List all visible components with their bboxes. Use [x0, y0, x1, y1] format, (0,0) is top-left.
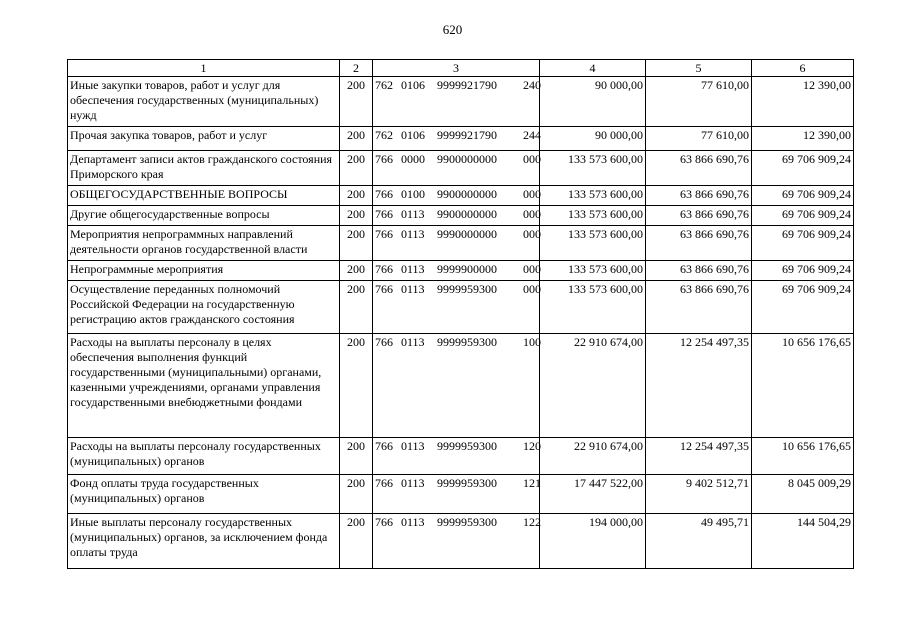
grbs-code: 766	[375, 476, 393, 490]
header-col-3: 3	[373, 60, 540, 77]
expense-type-code: 100	[523, 335, 541, 349]
row-amount-approved: 22 910 674,00	[540, 438, 646, 475]
grbs-code: 766	[375, 262, 393, 276]
section-code: 0113	[401, 282, 425, 296]
section-code: 0106	[401, 128, 425, 142]
expense-type-code: 240	[523, 78, 541, 92]
row-amount-executed: 77 610,00	[646, 127, 752, 151]
row-amount-executed: 49 495,71	[646, 514, 752, 569]
row-code-200: 200	[340, 206, 373, 226]
table-row	[68, 77, 854, 127]
table-row	[68, 186, 854, 206]
expense-type-code: 000	[523, 282, 541, 296]
header-col-2: 2	[340, 60, 373, 77]
row-amount-executed: 9 402 512,71	[646, 475, 752, 514]
row-classification-code	[373, 514, 540, 569]
section-code: 0106	[401, 78, 425, 92]
row-amount-remaining: 144 504,29	[752, 514, 854, 569]
row-name: ОБЩЕГОСУДАРСТВЕННЫЕ ВОПРОСЫ	[68, 186, 340, 206]
expense-type-code: 121	[523, 476, 541, 490]
target-article-code: 9999959300	[437, 335, 497, 349]
row-amount-approved: 133 573 600,00	[540, 186, 646, 206]
row-classification-code	[373, 206, 540, 226]
table-row	[68, 226, 854, 261]
row-amount-remaining: 10 656 176,65	[752, 334, 854, 438]
table-row	[68, 475, 854, 514]
expense-type-code: 244	[523, 128, 541, 142]
row-amount-remaining: 12 390,00	[752, 77, 854, 127]
row-classification-code	[373, 334, 540, 438]
grbs-code: 766	[375, 207, 393, 221]
target-article-code: 9999900000	[437, 262, 497, 276]
row-amount-executed: 63 866 690,76	[646, 151, 752, 186]
row-classification-code	[373, 77, 540, 127]
row-amount-executed: 63 866 690,76	[646, 261, 752, 281]
row-amount-executed: 63 866 690,76	[646, 206, 752, 226]
row-amount-approved: 133 573 600,00	[540, 261, 646, 281]
section-code: 0000	[401, 152, 425, 166]
section-code: 0100	[401, 187, 425, 201]
row-classification-code	[373, 438, 540, 475]
grbs-code: 762	[375, 78, 393, 92]
header-col-5: 5	[646, 60, 752, 77]
table-row	[68, 438, 854, 475]
row-classification-code	[373, 151, 540, 186]
row-amount-executed: 12 254 497,35	[646, 438, 752, 475]
row-code-200: 200	[340, 475, 373, 514]
section-code: 0113	[401, 262, 425, 276]
target-article-code: 9999959300	[437, 476, 497, 490]
table-row	[68, 261, 854, 281]
row-amount-remaining: 69 706 909,24	[752, 261, 854, 281]
row-amount-approved: 90 000,00	[540, 77, 646, 127]
table-row	[68, 151, 854, 186]
row-amount-remaining: 69 706 909,24	[752, 151, 854, 186]
header-col-4: 4	[540, 60, 646, 77]
target-article-code: 9900000000	[437, 152, 497, 166]
row-amount-approved: 133 573 600,00	[540, 206, 646, 226]
grbs-code: 766	[375, 152, 393, 166]
row-classification-code	[373, 475, 540, 514]
expense-type-code: 000	[523, 207, 541, 221]
row-name: Расходы на выплаты персоналу в целях обеспечения выполнения функций государственными (муниципальными) органами, казенными учреждениями, органами управления государственными внебюджетными фондами	[68, 334, 340, 438]
expense-type-code: 000	[523, 227, 541, 241]
target-article-code: 9900000000	[437, 207, 497, 221]
row-amount-executed: 63 866 690,76	[646, 226, 752, 261]
row-code-200: 200	[340, 151, 373, 186]
header-col-6: 6	[752, 60, 854, 77]
row-name: Иные выплаты персоналу государственных (муниципальных) органов, за исключением фонда оплаты труда	[68, 514, 340, 569]
row-amount-approved: 22 910 674,00	[540, 334, 646, 438]
budget-table	[67, 59, 854, 569]
table-row	[68, 206, 854, 226]
section-code: 0113	[401, 515, 425, 529]
row-amount-approved: 133 573 600,00	[540, 151, 646, 186]
grbs-code: 766	[375, 335, 393, 349]
target-article-code: 9999959300	[437, 515, 497, 529]
row-name: Непрограммные мероприятия	[68, 261, 340, 281]
target-article-code: 9990000000	[437, 227, 497, 241]
row-name: Департамент записи актов гражданского состояния Приморского края	[68, 151, 340, 186]
row-amount-remaining: 69 706 909,24	[752, 281, 854, 334]
row-code-200: 200	[340, 281, 373, 334]
target-article-code: 9999921790	[437, 128, 497, 142]
row-amount-remaining: 69 706 909,24	[752, 186, 854, 206]
table-row	[68, 281, 854, 334]
header-col-1: 1	[68, 60, 340, 77]
row-name: Осуществление переданных полномочий Российской Федерации на государственную регистрацию актов гражданского состояния	[68, 281, 340, 334]
row-amount-executed: 12 254 497,35	[646, 334, 752, 438]
row-amount-executed: 63 866 690,76	[646, 186, 752, 206]
row-amount-approved: 133 573 600,00	[540, 226, 646, 261]
row-code-200: 200	[340, 186, 373, 206]
expense-type-code: 120	[523, 439, 541, 453]
row-amount-remaining: 69 706 909,24	[752, 206, 854, 226]
row-name: Прочая закупка товаров, работ и услуг	[68, 127, 340, 151]
row-name: Расходы на выплаты персоналу государственных (муниципальных) органов	[68, 438, 340, 475]
row-code-200: 200	[340, 226, 373, 261]
grbs-code: 766	[375, 227, 393, 241]
row-amount-approved: 194 000,00	[540, 514, 646, 569]
table-row	[68, 514, 854, 569]
expense-type-code: 000	[523, 152, 541, 166]
grbs-code: 766	[375, 187, 393, 201]
page-number: 620	[442, 22, 463, 37]
table-row	[68, 334, 854, 438]
row-code-200: 200	[340, 77, 373, 127]
row-amount-remaining: 10 656 176,65	[752, 438, 854, 475]
row-amount-executed: 63 866 690,76	[646, 281, 752, 334]
row-amount-approved: 90 000,00	[540, 127, 646, 151]
target-article-code: 9999921790	[437, 78, 497, 92]
grbs-code: 762	[375, 128, 393, 142]
row-amount-remaining: 12 390,00	[752, 127, 854, 151]
row-code-200: 200	[340, 261, 373, 281]
row-code-200: 200	[340, 514, 373, 569]
target-article-code: 9900000000	[437, 187, 497, 201]
row-code-200: 200	[340, 334, 373, 438]
row-name: Другие общегосударственные вопросы	[68, 206, 340, 226]
header-row	[68, 60, 854, 77]
grbs-code: 766	[375, 439, 393, 453]
section-code: 0113	[401, 439, 425, 453]
section-code: 0113	[401, 335, 425, 349]
target-article-code: 9999959300	[437, 439, 497, 453]
row-code-200: 200	[340, 438, 373, 475]
row-amount-approved: 17 447 522,00	[540, 475, 646, 514]
row-name: Иные закупки товаров, работ и услуг для обеспечения государственных (муниципальных) нужд	[68, 77, 340, 127]
row-classification-code	[373, 226, 540, 261]
row-classification-code	[373, 127, 540, 151]
row-amount-executed: 77 610,00	[646, 77, 752, 127]
expense-type-code: 122	[523, 515, 541, 529]
row-classification-code	[373, 281, 540, 334]
row-amount-approved: 133 573 600,00	[540, 281, 646, 334]
row-name: Мероприятия непрограммных направлений деятельности органов государственной власти	[68, 226, 340, 261]
grbs-code: 766	[375, 282, 393, 296]
expense-type-code: 000	[523, 262, 541, 276]
section-code: 0113	[401, 207, 425, 221]
target-article-code: 9999959300	[437, 282, 497, 296]
table-row	[68, 127, 854, 151]
expense-type-code: 000	[523, 187, 541, 201]
section-code: 0113	[401, 227, 425, 241]
section-code: 0113	[401, 476, 425, 490]
row-classification-code	[373, 261, 540, 281]
row-amount-remaining: 69 706 909,24	[752, 226, 854, 261]
grbs-code: 766	[375, 515, 393, 529]
row-name: Фонд оплаты труда государственных (муниципальных) органов	[68, 475, 340, 514]
row-amount-remaining: 8 045 009,29	[752, 475, 854, 514]
row-classification-code	[373, 186, 540, 206]
row-code-200: 200	[340, 127, 373, 151]
